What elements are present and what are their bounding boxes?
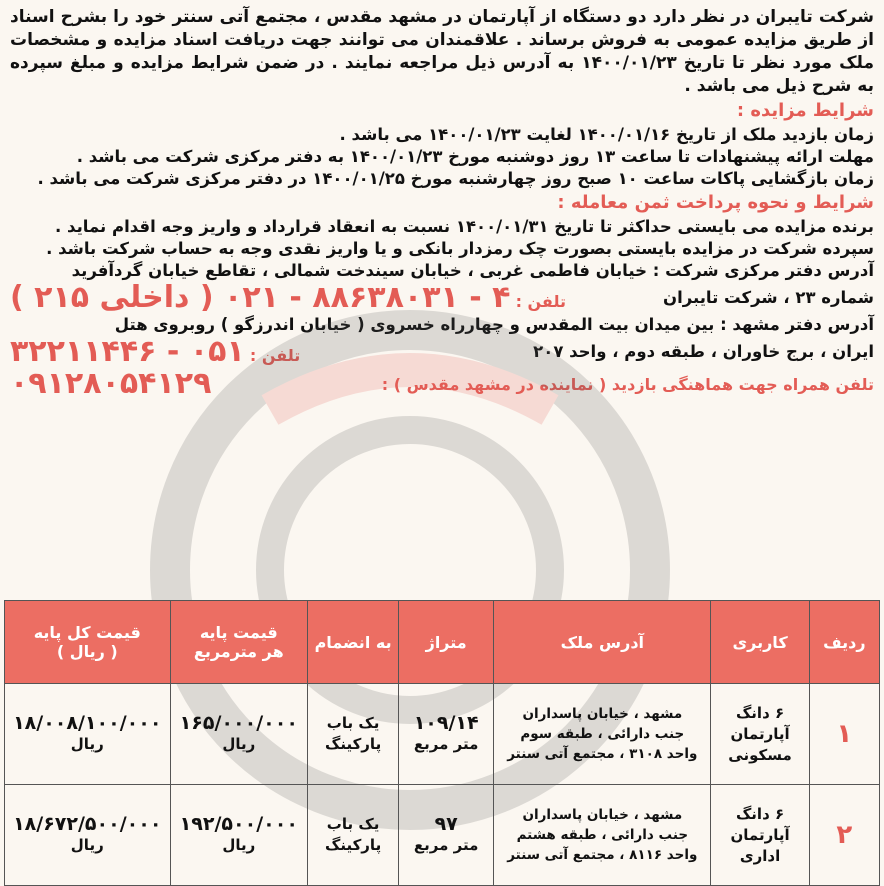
hq-phone: ۴ - ۸۸۶۳۸۰۳۱ - ۰۲۱ ( داخلی ۲۱۵ ) [10,280,511,315]
row-extra: یک باب پارکینگ [308,684,399,785]
table-header-row [5,601,880,684]
mobile-row [10,368,874,400]
auction-condition-line: زمان بازگشایی پاکات ساعت ۱۰ صبح روز چهارشنبه مورخ ۱۴۰۰/۰۱/۲۵ در دفتر مرکزی شرکت می باشد . [37,169,874,188]
visit-coordination-label: تلفن همراه جهت هماهنگی بازدید ( نماینده در مشهد مقدس ) : [381,374,874,394]
payment-condition-line: سپرده شرکت در مزایده بایستی بصورت چک رمزدار بانکی و یا واریز نقدی وجه به حساب شرکت باشد . [46,239,874,258]
header-total-price: قیمت کل پایه ( ریال ) [5,601,171,684]
header-extra: به انضمام [308,601,399,684]
payment-condition-line: برنده مزایده می بایستی حداکثر تا تاریخ ۱۴۰۰/۰۱/۳۱ نسبت به انعقاد قرارداد و واریز وجه اقدام نماید . [55,217,874,236]
mashhad-phone-label: تلفن : [249,346,301,365]
property-table [4,600,880,886]
mashhad-phone: ۰۵۱ - ۳۲۲۱۱۴۴۶ [10,334,245,369]
mobile-phone: ۰۹۱۲۸۰۵۴۱۲۹ [10,366,212,401]
header-row-number: ردیف [809,601,879,684]
mashhad-phone-row [10,336,874,368]
row-usage: ۶ دانگ آپارتمان مسکونی [711,684,809,785]
row-index: ۱ [809,684,879,785]
row-price-per-meter: ۱۶۵/۰۰۰/۰۰۰ ریال [170,684,308,785]
table-row [5,684,880,785]
payment-conditions-heading: شرایط و نحوه پرداخت ثمن معامله : [557,192,874,213]
row-index: ۲ [809,785,879,886]
hq-address-line: آدرس دفتر مرکزی شرکت : خیابان فاطمی غربی ، خیابان سیندخت شمالی ، تقاطع خیابان گردآفرید [71,261,874,280]
row-extra: یک باب پارکینگ [308,785,399,886]
row-price-per-meter: ۱۹۲/۵۰۰/۰۰۰ ریال [170,785,308,886]
mashhad-address-line: آدرس دفتر مشهد : بین میدان بیت المقدس و چهارراه خسروی ( خیابان اندرزگو ) روبروی هتل [114,315,874,334]
header-area: متراژ [399,601,494,684]
mashhad-address-line-2: ایران ، برج خاوران ، طبقه دوم ، واحد ۲۰۷ [533,342,874,361]
row-address: مشهد ، خیابان پاسداران جنب دارائی ، طبقه سوم واحد ۳۱۰۸ ، مجتمع آتی سنتر [494,684,711,785]
hq-address-end: شماره ۲۳ ، شرکت تایبران [662,288,874,307]
hq-phone-row [10,282,874,314]
auction-condition-line: زمان بازدید ملک از تاریخ ۱۴۰۰/۰۱/۱۶ لغایت ۱۴۰۰/۰۱/۲۳ می باشد . [339,125,874,144]
header-usage: کاربری [711,601,809,684]
auction-condition-line: مهلت ارائه پیشنهادات تا ساعت ۱۳ روز دوشنبه مورخ ۱۴۰۰/۰۱/۲۳ به دفتر مرکزی شرکت می باشد . [76,147,874,166]
row-total-price: ۱۸/۶۷۲/۵۰۰/۰۰۰ ریال [5,785,171,886]
row-area: ۹۷ متر مربع [399,785,494,886]
row-usage: ۶ دانگ آپارتمان اداری [711,785,809,886]
header-price-per-meter: قیمت پایه هر مترمربع [170,601,308,684]
row-address: مشهد ، خیابان پاسداران جنب دارائی ، طبقه هشتم واحد ۸۱۱۶ ، مجتمع آتی سنتر [494,785,711,886]
row-total-price: ۱۸/۰۰۸/۱۰۰/۰۰۰ ریال [5,684,171,785]
intro-paragraph: شرکت تایبران در نظر دارد دو دستگاه از آپارتمان در مشهد مقدس ، مجتمع آتی سنتر خود را بشرح اسناد از طریق مزایده عمومی به فروش برساند . علاقمندان می توانند جهت دریافت اسناد مزایده و مشخصات ملک مورد نظر تا تاریخ ۱۴۰۰/۰۱/۲۳ به آدرس ذیل مراجعه نمایند . در ضمن شرایط مزایده و مبلغ سپرده به شرح ذیل می باشد . [10,7,874,96]
row-area: ۱۰۹/۱۴ متر مربع [399,684,494,785]
auction-conditions-heading: شرایط مزایده : [736,100,874,121]
table-row [5,785,880,886]
hq-phone-label: تلفن : [515,292,566,311]
header-address: آدرس ملک [494,601,711,684]
